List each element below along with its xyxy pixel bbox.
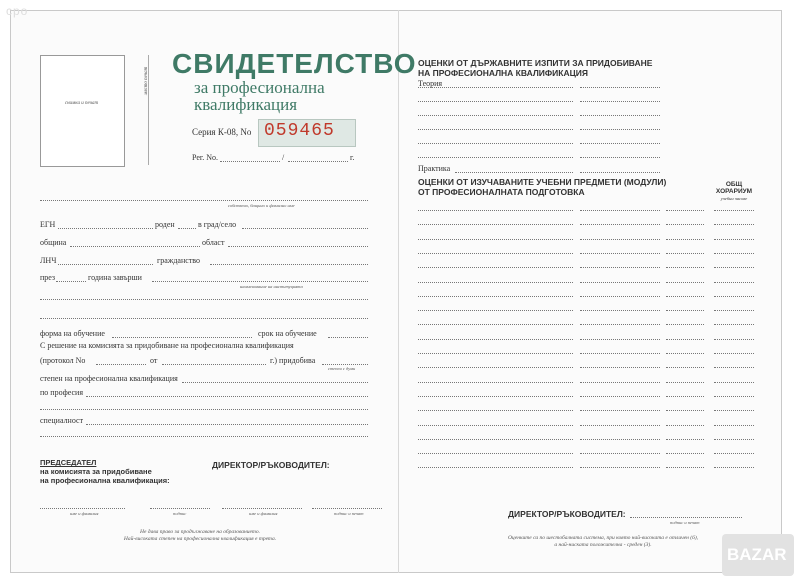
- subject-extra-field[interactable]: [666, 382, 704, 383]
- degree-field[interactable]: [182, 382, 368, 383]
- director-label-right: ДИРЕКТОР/РЪКОВОДИТЕЛ:: [508, 509, 626, 519]
- duration-field[interactable]: [328, 337, 368, 338]
- bazar-logo-text: BAZAR: [727, 545, 787, 564]
- subject-extra-field[interactable]: [666, 324, 704, 325]
- subject-name-field[interactable]: [418, 282, 573, 283]
- region-field[interactable]: [228, 246, 368, 247]
- exam-grade-field[interactable]: [580, 101, 660, 102]
- graduation-label: година завърши: [88, 273, 142, 282]
- right-sign-hint: подпис и печат: [670, 520, 700, 525]
- subject-extra-field[interactable]: [666, 439, 704, 440]
- subject-extra-field[interactable]: [666, 210, 704, 211]
- protocol-label: (протокол No: [40, 356, 86, 365]
- degree-words-field[interactable]: [322, 364, 368, 365]
- photo-label: снимка и печат: [64, 101, 99, 106]
- subject-name-field[interactable]: [418, 439, 573, 440]
- subject-name-field[interactable]: [418, 425, 573, 426]
- subject-name-field[interactable]: [418, 296, 573, 297]
- citizenship-label: гражданство: [157, 256, 201, 265]
- subject-grade-field[interactable]: [580, 439, 660, 440]
- exam-grade-field[interactable]: [580, 115, 660, 116]
- exams-header-line-1: ОЦЕНКИ ОТ ДЪРЖАВНИТЕ ИЗПИТИ ЗА ПРИДОБИВАНЕ: [418, 58, 653, 68]
- exam-subject-field[interactable]: [418, 115, 573, 116]
- director-label-left: ДИРЕКТОР/РЪКОВОДИТЕЛ:: [212, 460, 330, 470]
- subtitle-line-2: квалификация: [194, 95, 298, 114]
- subject-name-field[interactable]: [418, 396, 573, 397]
- theory-label: Теория: [418, 79, 443, 88]
- serial-label: Серия К-08, No: [192, 127, 252, 137]
- exam-subject-field[interactable]: [418, 129, 573, 130]
- reg-number-field[interactable]: [220, 161, 280, 162]
- subject-hours-field[interactable]: [714, 339, 754, 340]
- subject-hours-field[interactable]: [714, 310, 754, 311]
- subject-grade-field[interactable]: [580, 367, 660, 368]
- photo-box: [40, 55, 125, 167]
- subject-extra-field[interactable]: [666, 410, 704, 411]
- subject-name-field[interactable]: [418, 453, 573, 454]
- exam-subject-field[interactable]: [418, 87, 573, 88]
- total-hours-hint: учебни часове: [720, 196, 748, 201]
- serial-number: 059465: [264, 121, 335, 141]
- subject-name-field[interactable]: [418, 267, 573, 268]
- total-hours-header: [712, 181, 756, 202]
- birth-place-field[interactable]: [242, 228, 368, 229]
- subject-extra-field[interactable]: [666, 253, 704, 254]
- exams-header: [418, 58, 652, 78]
- exam-grade-field[interactable]: [580, 87, 660, 88]
- subject-hours-field[interactable]: [714, 410, 754, 411]
- exam-subject-field[interactable]: [418, 101, 573, 102]
- commission-text: С решение на комисията за придобиване на професионална квалификация: [40, 341, 294, 350]
- subject-name-field[interactable]: [418, 210, 573, 211]
- right-footer: [488, 535, 718, 549]
- subject-extra-field[interactable]: [666, 353, 704, 354]
- subject-grade-field[interactable]: [580, 453, 660, 454]
- profession-line-2[interactable]: [40, 409, 368, 410]
- subject-extra-field[interactable]: [666, 367, 704, 368]
- subject-hours-field[interactable]: [714, 239, 754, 240]
- left-footer: [60, 529, 340, 543]
- director-name-hint: име и фамилия: [249, 511, 278, 516]
- subject-hours-field[interactable]: [714, 425, 754, 426]
- full-name-field[interactable]: [40, 200, 368, 201]
- chair-subtitle-1: на комисията за придобиване: [40, 467, 152, 476]
- institution-line-3[interactable]: [40, 318, 368, 319]
- director-name-field[interactable]: [222, 508, 302, 509]
- profession-field[interactable]: [86, 396, 368, 397]
- chair-name-field[interactable]: [40, 508, 125, 509]
- left-footer-line-1: Не дава право за продължаване на образованието.: [140, 529, 260, 535]
- chair-block: [40, 458, 170, 485]
- subject-hours-field[interactable]: [714, 453, 754, 454]
- subject-grade-field[interactable]: [580, 339, 660, 340]
- protocol-number-field[interactable]: [96, 364, 146, 365]
- subject-grade-field[interactable]: [580, 310, 660, 311]
- subject-extra-field[interactable]: [666, 267, 704, 268]
- chair-signature-field[interactable]: [150, 508, 210, 509]
- total-hours-line-2: ХОРАРИУМ: [715, 188, 753, 195]
- specialty-field[interactable]: [86, 424, 368, 425]
- exam-grade-field[interactable]: [580, 129, 660, 130]
- chair-name-hint: име и фамилия: [70, 511, 99, 516]
- chair-title: ПРЕДСЕДАТЕЛ: [40, 458, 97, 467]
- protocol-date-field[interactable]: [162, 364, 266, 365]
- subject-hours-field[interactable]: [714, 367, 754, 368]
- citizenship-field[interactable]: [210, 264, 368, 265]
- full-name-hint: собствено, бащино и фамилно име: [228, 203, 295, 208]
- lnch-label: ЛНЧ: [40, 256, 57, 265]
- subject-grade-field[interactable]: [580, 353, 660, 354]
- right-footer-line-2: а най-ниската положителна - среден (3).: [554, 542, 652, 548]
- subject-grade-field[interactable]: [580, 282, 660, 283]
- subject-extra-field[interactable]: [666, 467, 704, 468]
- subject-grade-field[interactable]: [580, 410, 660, 411]
- subject-extra-field[interactable]: [666, 296, 704, 297]
- subject-grade-field[interactable]: [580, 224, 660, 225]
- egn-label: ЕГН: [40, 220, 56, 229]
- subject-grade-field[interactable]: [580, 467, 660, 468]
- subject-extra-field[interactable]: [666, 224, 704, 225]
- duration-label: срок на обучение: [258, 329, 317, 338]
- protocol-from-label: от: [150, 356, 158, 365]
- subject-hours-field[interactable]: [714, 439, 754, 440]
- document-subtitle: [194, 79, 325, 113]
- reg-date-field[interactable]: [288, 161, 348, 162]
- egn-field[interactable]: [58, 228, 153, 229]
- year-prefix-label: през: [40, 273, 56, 282]
- subject-hours-field[interactable]: [714, 224, 754, 225]
- institution-field[interactable]: [152, 281, 368, 282]
- subject-hours-field[interactable]: [714, 324, 754, 325]
- subject-name-field[interactable]: [418, 224, 573, 225]
- subject-name-field[interactable]: [418, 353, 573, 354]
- exams-header-line-2: НА ПРОФЕСИОНАЛНА КВАЛИФИКАЦИЯ: [418, 68, 589, 78]
- total-hours-line-1: ОБЩ: [725, 181, 743, 188]
- subject-name-field[interactable]: [418, 324, 573, 325]
- subject-grade-field[interactable]: [580, 425, 660, 426]
- subject-extra-field[interactable]: [666, 425, 704, 426]
- acquires-label: г.) придобива: [270, 356, 316, 365]
- institution-line-2[interactable]: [40, 299, 368, 300]
- subject-hours-field[interactable]: [714, 382, 754, 383]
- subject-grade-field[interactable]: [580, 324, 660, 325]
- subject-hours-field[interactable]: [714, 296, 754, 297]
- certificate-sheet: [10, 10, 782, 573]
- subject-extra-field[interactable]: [666, 339, 704, 340]
- subjects-header: [418, 177, 666, 197]
- degree-words-hint: степен с думи: [328, 366, 356, 371]
- subject-extra-field[interactable]: [666, 310, 704, 311]
- practice-grade-field[interactable]: [580, 172, 660, 173]
- lnch-field[interactable]: [58, 264, 153, 265]
- subject-grade-field[interactable]: [580, 239, 660, 240]
- left-footer-line-2: Най-високата степен на професионална квалификация е трета.: [123, 536, 277, 542]
- subject-hours-field[interactable]: [714, 353, 754, 354]
- subject-name-field[interactable]: [418, 467, 573, 468]
- subject-grade-field[interactable]: [580, 296, 660, 297]
- subject-hours-field[interactable]: [714, 267, 754, 268]
- born-label: роден: [155, 220, 175, 229]
- subject-hours-field[interactable]: [714, 210, 754, 211]
- subject-grade-field[interactable]: [580, 396, 660, 397]
- chair-subtitle-2: на професионална квалификация:: [40, 476, 170, 485]
- birth-place-label: в град/село: [198, 220, 237, 229]
- subtitle-line-1: за професионална: [194, 78, 325, 97]
- exam-grade-field[interactable]: [580, 143, 660, 144]
- municipality-label: община: [40, 238, 67, 247]
- degree-label: степен на професионална квалификация: [40, 374, 178, 383]
- subject-name-field[interactable]: [418, 339, 573, 340]
- practice-label: Практика: [418, 164, 451, 173]
- reg-year-suffix: г.: [350, 153, 355, 162]
- reg-number-label: Рег. No.: [192, 153, 219, 162]
- training-form-field[interactable]: [112, 337, 252, 338]
- director-signature-hint: подпис и печат: [334, 511, 364, 516]
- subjects-header-line-1: ОЦЕНКИ ОТ ИЗУЧАВАНИТЕ УЧЕБНИ ПРЕДМЕТИ (МОДУЛИ): [418, 177, 667, 187]
- subject-hours-field[interactable]: [714, 396, 754, 397]
- corner-watermark: cpo: [6, 4, 29, 18]
- subject-extra-field[interactable]: [666, 453, 704, 454]
- right-footer-line-1: Оценките са по шестобалната система, при която най-високата е отличен (6),: [507, 535, 699, 541]
- subject-grade-field[interactable]: [580, 382, 660, 383]
- exam-subject-field[interactable]: [418, 143, 573, 144]
- specialty-label: специалност: [40, 416, 84, 425]
- subject-grade-field[interactable]: [580, 210, 660, 211]
- exam-grade-field[interactable]: [580, 157, 660, 158]
- institution-hint: наименование на институцията: [240, 284, 303, 289]
- subject-grade-field[interactable]: [580, 253, 660, 254]
- practice-subject-field[interactable]: [455, 172, 573, 173]
- subject-name-field[interactable]: [418, 410, 573, 411]
- birth-date-field[interactable]: [178, 228, 196, 229]
- document-title: СВИДЕТЕЛСТВО: [172, 48, 417, 79]
- training-form-label: форма на обучение: [40, 329, 105, 338]
- right-director-signature-field[interactable]: [630, 517, 742, 518]
- subject-name-field[interactable]: [418, 239, 573, 240]
- subject-name-field[interactable]: [418, 382, 573, 383]
- exam-subject-field[interactable]: [418, 157, 573, 158]
- subject-hours-field[interactable]: [714, 282, 754, 283]
- profession-label: по професия: [40, 388, 84, 397]
- subject-grade-field[interactable]: [580, 267, 660, 268]
- subject-name-field[interactable]: [418, 367, 573, 368]
- region-label: област: [202, 238, 225, 247]
- subject-extra-field[interactable]: [666, 396, 704, 397]
- specialty-line-2[interactable]: [40, 436, 368, 437]
- fold-divider: [398, 10, 399, 573]
- subject-extra-field[interactable]: [666, 239, 704, 240]
- municipality-field[interactable]: [70, 246, 200, 247]
- chair-signature-hint: подпис: [173, 511, 187, 516]
- subject-name-field[interactable]: [418, 253, 573, 254]
- subject-hours-field[interactable]: [714, 467, 754, 468]
- director-signature-field[interactable]: [312, 508, 382, 509]
- subject-extra-field[interactable]: [666, 282, 704, 283]
- stamp-label: място печат: [144, 66, 149, 95]
- subject-name-field[interactable]: [418, 310, 573, 311]
- subject-hours-field[interactable]: [714, 253, 754, 254]
- graduation-year-field[interactable]: [56, 281, 86, 282]
- subjects-header-line-2: ОТ ПРОФЕСИОНАЛНАТА ПОДГОТОВКА: [418, 187, 585, 197]
